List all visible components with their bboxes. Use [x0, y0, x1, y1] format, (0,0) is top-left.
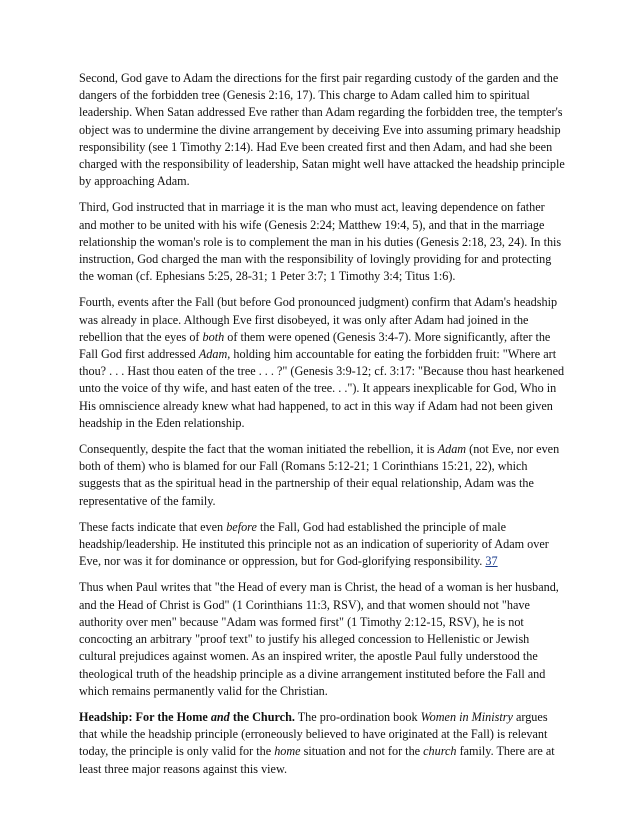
- emphasis-adam: Adam: [198, 347, 228, 362]
- paragraph-text: situation and not for the: [300, 744, 424, 759]
- section-heading: [79, 710, 295, 724]
- emphasis-church: church: [423, 744, 457, 759]
- section-heading-emphasis: and: [210, 709, 230, 724]
- emphasis-before: before: [226, 519, 257, 534]
- paragraph-text: These facts indicate that even: [79, 519, 227, 534]
- paragraph-consequently: [79, 441, 565, 510]
- document-body: [79, 70, 565, 787]
- paragraph-text: Consequently, despite the fact that the woman initiated the rebellion, it is: [79, 442, 438, 457]
- emphasis-both: both: [202, 329, 225, 344]
- paragraph-text: argues that while the headship principle (erroneously believed to have originated at the Fall) is relevant today, the principle is only valid for the: [79, 709, 548, 759]
- section-heading-text: Headship: For the Home: [79, 709, 211, 724]
- paragraph-text: family. There are at least three major reasons against this view.: [79, 744, 555, 776]
- book-title: Women in Ministry: [420, 709, 513, 724]
- emphasis-home: home: [274, 744, 301, 759]
- paragraph-third: [79, 199, 565, 285]
- paragraph-text: The pro-ordination book: [294, 709, 421, 724]
- paragraph-text: Thus when Paul writes that "the Head of every man is Christ, the head of a woman is her husband, and the Head of Christ is God" (1 Corinthians 11:3, RSV), and that women should not "have authority over men" because "Adam was formed first" (1 Timothy 2:12-15, RSV), he is not concocting an arbitrary "proof text" to justify his alleged concession to Hellenistic or Jewish cultural prejudices against women. As an inspired writer, the apostle Paul fully understood the theological truth of the headship principle as a divine arrangement instituted before the Fall and which remains permanently valid for the Christian.: [79, 580, 559, 698]
- paragraph-text: of them were opened (Genesis 3:4-7). More significantly, after the Fall God first addressed: [79, 329, 551, 362]
- section-heading-text: the Church.: [229, 709, 295, 724]
- paragraph-text: Second, God gave to Adam the directions for the first pair regarding custody of the garden and the dangers of the forbidden tree (Genesis 2:16, 17). This charge to Adam called him to spiritual leadership. When Satan addressed Eve rather than Adam regarding the forbidden tree, the tempter's object was to undermine the divine arrangement by deceiving Eve into assuming primary headship responsibility (see 1 Timothy 2:14). Had Eve been created first and then Adam, and had she been charged with the responsibility of leadership, Satan might well have attacked the headship principle by approaching Adam.: [79, 71, 565, 189]
- paragraph-thus-paul: [79, 579, 565, 699]
- paragraph-text: Fourth, events after the Fall (but before God pronounced judgment) confirm that Adam's headship was already in place. Although Eve first disobeyed, it was only after Adam had joined in the rebellion that the eyes of: [79, 295, 558, 344]
- paragraph-text: the Fall, God had established the principle of male headship/leadership. He instituted this principle not as an indication of superiority of Adam over Eve, nor was it for dominance or oppression, but for God-glorifying responsibility.: [79, 519, 549, 569]
- emphasis-adam: Adam: [437, 442, 467, 457]
- footnote-link[interactable]: 37: [485, 554, 498, 569]
- paragraph-second: [79, 70, 565, 190]
- paragraph-these-facts: [79, 519, 565, 571]
- paragraph-text: (not Eve, nor even both of them) who is blamed for our Fall (Romans 5:12-21; 1 Corinthians 15:21, 22), which suggests that as the spiritual head in the partnership of their equal relationship, Adam was the representative of the family.: [79, 442, 560, 508]
- paragraph-text: , holding him accountable for eating the forbidden fruit: "Where art thou? . . . Hast thou eaten of the tree . . . ?" (Genesis 3:9-12; cf. 3:17: "Because thou hast hearkened unto the voice of thy wife, and hast eaten of the tree. . ."). It appears inexplicable for God, Who in His omniscience already knew what had happened, to act in this way if Adam had not been given headship in the Eden relationship.: [79, 347, 565, 430]
- paragraph-text: Third, God instructed that in marriage it is the man who must act, leaving dependence on father and mother to be united with his wife (Genesis 2:24; Matthew 19:4, 5), and that in the marriage relationship the woman's role is to complement the man in his duties (Genesis 2:18, 23, 24). In this instruction, God charged the man with the responsibility of lovingly providing for and protecting the woman (cf. Ephesians 5:25, 28-31; 1 Peter 3:7; 1 Timothy 3:4; Titus 1:6).: [79, 200, 562, 284]
- paragraph-fourth: [79, 294, 565, 432]
- paragraph-headship-section: [79, 709, 565, 778]
